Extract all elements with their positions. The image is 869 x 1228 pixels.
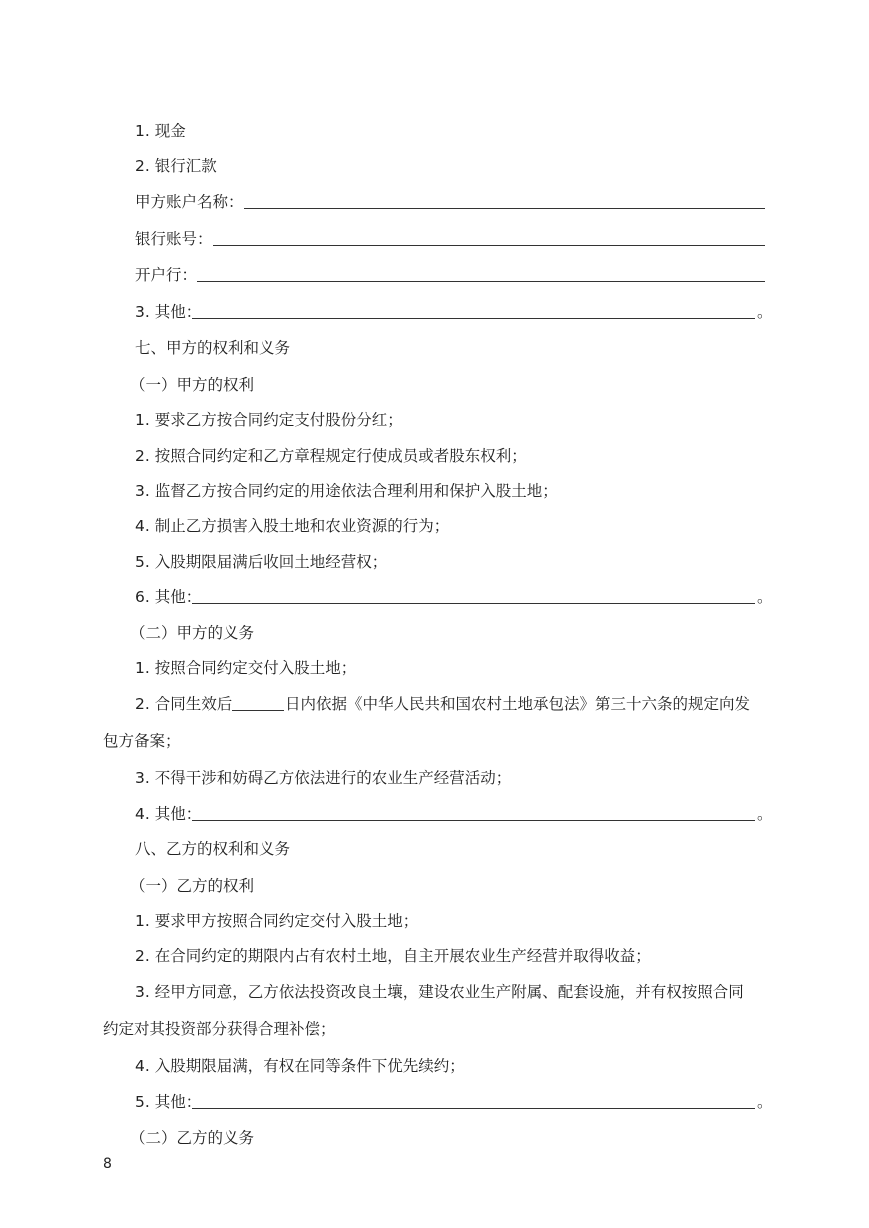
subheading-party-a-obligations: （二）甲方的义务 [130,624,255,642]
party-a-obligation-other-row: 4. 其他： 。 [135,805,773,823]
party-b-right-4: 4. 入股期限届满，有权在同等条件下优先续约； [135,1057,465,1075]
party-a-obligation-other-blank[interactable] [192,820,755,821]
payment-option-bank-transfer: 2. 银行汇款 [135,157,217,175]
party-a-right-1: 1. 要求乙方按合同约定支付股份分红； [135,411,403,429]
party-a-right-3: 3. 监督乙方按合同约定的用途依法合理利用和保护入股土地； [135,482,558,500]
party-a-obligation-1: 1. 按照合同约定交付入股土地； [135,659,357,677]
party-a-right-4: 4. 制止乙方损害入股土地和农业资源的行为； [135,517,450,535]
payment-option-cash: 1. 现金 [135,122,186,140]
party-b-right-other-row: 5. 其他： 。 [135,1093,773,1111]
party-b-right-1: 1. 要求甲方按照合同约定交付入股土地； [135,912,419,930]
page-number: 8 [103,1156,112,1172]
party-a-obligation-3: 3. 不得干涉和妨碍乙方依法进行的农业生产经营活动； [135,769,512,787]
party-b-right-3: 3. 经甲方同意，乙方依法投资改良土壤，建设农业生产附属、配套设施，并有权按照合同 [135,983,744,1001]
bank-account-row: 银行账号： [0,227,869,251]
party-a-obligation-2: 2. 合同生效后 日内依据《中华人民共和国农村土地承包法》第三十六条的规定向发 [135,695,751,713]
bank-branch-blank[interactable] [197,281,765,282]
account-name-blank[interactable] [244,208,765,209]
party-b-right-2: 2. 在合同约定的期限内占有农村土地，自主开展农业生产经营并取得收益； [135,947,651,965]
subheading-party-b-obligations: （二）乙方的义务 [130,1129,255,1147]
party-a-obligation-2-cont: 包方备案； [103,732,181,750]
section-heading-party-a: 七、甲方的权利和义务 [135,339,291,357]
subheading-party-a-rights: （一）甲方的权利 [130,376,255,394]
payment-option-other-row: 3. 其他： 。 [135,303,773,321]
party-a-right-5: 5. 入股期限届满后收回土地经营权； [135,553,388,571]
bank-branch-row: 开户行： [0,263,869,287]
party-a-right-other-blank[interactable] [192,603,755,604]
payment-other-blank[interactable] [192,318,755,319]
party-a-right-2: 2. 按照合同约定和乙方章程规定行使成员或者股东权利； [135,447,527,465]
subheading-party-b-rights: （一）乙方的权利 [130,877,255,895]
party-b-right-other-blank[interactable] [192,1108,755,1109]
party-b-right-3-cont: 约定对其投资部分获得合理补偿； [103,1020,336,1038]
bank-account-blank[interactable] [213,245,765,246]
party-a-right-other-row: 6. 其他： 。 [135,588,773,606]
account-name-row: 甲方账户名称： [0,190,869,214]
section-heading-party-b: 八、乙方的权利和义务 [135,840,291,858]
days-blank[interactable] [232,710,284,711]
